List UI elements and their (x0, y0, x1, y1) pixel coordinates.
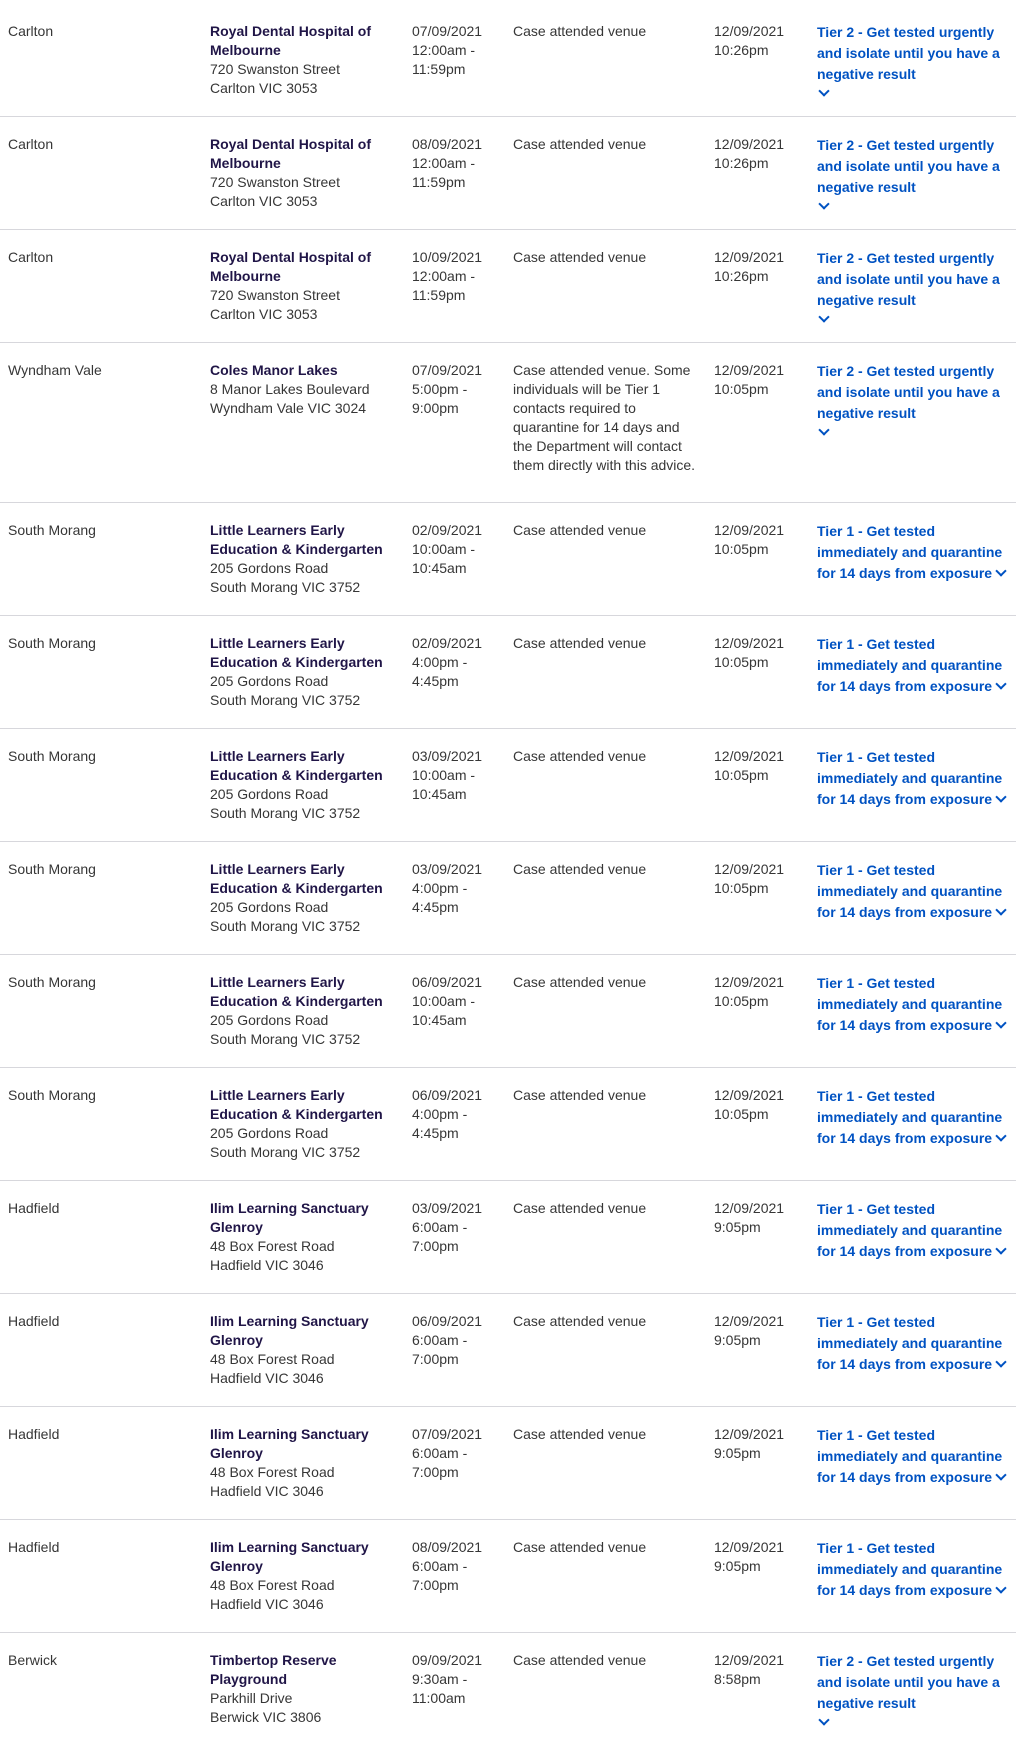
added-time: 10:05pm (714, 880, 769, 896)
exposure-period-cell (412, 248, 507, 305)
added-date: 12/09/2021 (714, 1200, 785, 1216)
notes-cell: Case attended venue (513, 861, 647, 877)
tier-advice-label: Tier 1 - Get tested immediately and quarantine for 14 days from exposure (817, 1088, 1003, 1146)
tier-advice-toggle[interactable] (817, 521, 1007, 584)
site-street: 720 Swanston Street (210, 174, 340, 190)
added-time-cell (714, 135, 809, 173)
added-time: 10:26pm (714, 268, 769, 284)
site-locality: South Morang VIC 3752 (210, 692, 361, 708)
site-locality: South Morang VIC 3752 (210, 1031, 361, 1047)
suburb-cell: Carlton (8, 136, 54, 152)
table-row (0, 1181, 1016, 1294)
added-time: 9:05pm (714, 1332, 761, 1348)
tier-advice-label: Tier 2 - Get tested urgently and isolate until you have a negative result (817, 363, 1000, 421)
site-name: Little Learners Early Education & Kindergarten (210, 974, 383, 1009)
exposure-time: 12:00am - 11:59pm (412, 42, 476, 77)
exposure-date: 08/09/2021 (412, 1539, 483, 1555)
exposure-date: 03/09/2021 (412, 1200, 483, 1216)
added-date: 12/09/2021 (714, 635, 785, 651)
tier-advice-label: Tier 1 - Get tested immediately and quarantine for 14 days from exposure (817, 636, 1003, 694)
site-locality: Hadfield VIC 3046 (210, 1596, 324, 1612)
tier-advice-label: Tier 2 - Get tested urgently and isolate until you have a negative result (817, 250, 1000, 308)
added-date: 12/09/2021 (714, 23, 785, 39)
tier-advice-label: Tier 2 - Get tested urgently and isolate until you have a negative result (817, 137, 1000, 195)
chevron-down-icon (818, 85, 829, 96)
exposure-time: 4:00pm - 4:45pm (412, 654, 468, 689)
chevron-down-icon (818, 311, 829, 322)
site-locality: South Morang VIC 3752 (210, 1144, 361, 1160)
site-street: 205 Gordons Road (210, 786, 329, 802)
exposure-period-cell (412, 1425, 507, 1482)
site-cell (210, 248, 400, 324)
exposure-time: 9:30am - 11:00am (412, 1671, 468, 1706)
chevron-down-icon (995, 1356, 1006, 1367)
exposure-period-cell (412, 973, 507, 1030)
site-name: Royal Dental Hospital of Melbourne (210, 136, 372, 171)
site-street: Parkhill Drive (210, 1690, 293, 1706)
site-name: Little Learners Early Education & Kindergarten (210, 861, 383, 896)
suburb-cell: Hadfield (8, 1200, 60, 1216)
added-time-cell (714, 1199, 809, 1237)
site-street: 8 Manor Lakes Boulevard (210, 381, 370, 397)
added-time: 9:05pm (714, 1219, 761, 1235)
chevron-down-icon (818, 198, 829, 209)
table-row (0, 343, 1016, 503)
exposure-period-cell (412, 521, 507, 578)
added-date: 12/09/2021 (714, 1313, 785, 1329)
added-time-cell (714, 634, 809, 672)
tier-advice-label: Tier 1 - Get tested immediately and quarantine for 14 days from exposure (817, 1540, 1003, 1598)
site-name: Ilim Learning Sanctuary Glenroy (210, 1539, 369, 1574)
notes-cell: Case attended venue (513, 1087, 647, 1103)
added-time: 9:05pm (714, 1558, 761, 1574)
exposure-period-cell (412, 135, 507, 192)
table-row (0, 729, 1016, 842)
site-street: 720 Swanston Street (210, 287, 340, 303)
added-date: 12/09/2021 (714, 748, 785, 764)
suburb-cell: Carlton (8, 23, 54, 39)
notes-cell: Case attended venue (513, 522, 647, 538)
tier-advice-toggle[interactable] (817, 1651, 1007, 1724)
added-time: 10:05pm (714, 541, 769, 557)
tier-advice-label: Tier 2 - Get tested urgently and isolate until you have a negative result (817, 1653, 1000, 1711)
added-time-cell (714, 1651, 809, 1689)
exposure-date: 07/09/2021 (412, 1426, 483, 1442)
added-time: 10:05pm (714, 993, 769, 1009)
added-time-cell (714, 22, 809, 60)
added-date: 12/09/2021 (714, 861, 785, 877)
exposure-period-cell (412, 747, 507, 804)
exposure-date: 03/09/2021 (412, 748, 483, 764)
site-locality: Wyndham Vale VIC 3024 (210, 400, 367, 416)
exposure-period-cell (412, 22, 507, 79)
site-locality: South Morang VIC 3752 (210, 918, 361, 934)
added-time-cell (714, 1538, 809, 1576)
added-time: 10:26pm (714, 42, 769, 58)
tier-advice-toggle[interactable] (817, 1538, 1007, 1601)
exposure-period-cell (412, 1538, 507, 1595)
chevron-down-icon (995, 565, 1006, 576)
site-cell (210, 1199, 400, 1275)
exposure-date: 07/09/2021 (412, 362, 483, 378)
exposure-date: 06/09/2021 (412, 1087, 483, 1103)
site-locality: South Morang VIC 3752 (210, 805, 361, 821)
notes-cell: Case attended venue (513, 1426, 647, 1442)
tier-advice-toggle[interactable] (817, 248, 1007, 321)
site-locality: Carlton VIC 3053 (210, 306, 318, 322)
notes-cell: Case attended venue (513, 23, 647, 39)
table-row (0, 230, 1016, 343)
tier-advice-toggle[interactable] (817, 22, 1007, 95)
added-time-cell (714, 521, 809, 559)
site-street: 205 Gordons Road (210, 673, 329, 689)
site-name: Little Learners Early Education & Kindergarten (210, 635, 383, 670)
exposure-time: 4:00pm - 4:45pm (412, 880, 468, 915)
site-street: 48 Box Forest Road (210, 1238, 335, 1254)
added-time: 10:05pm (714, 767, 769, 783)
suburb-cell: Berwick (8, 1652, 58, 1668)
exposure-period-cell (412, 634, 507, 691)
site-street: 48 Box Forest Road (210, 1464, 335, 1480)
chevron-down-icon (995, 791, 1006, 802)
site-name: Ilim Learning Sanctuary Glenroy (210, 1426, 369, 1461)
chevron-down-icon (818, 424, 829, 435)
tier-advice-label: Tier 1 - Get tested immediately and quarantine for 14 days from exposure (817, 975, 1003, 1033)
table-row (0, 955, 1016, 1068)
exposure-time: 10:00am - 10:45am (412, 993, 476, 1028)
tier-advice-toggle[interactable] (817, 135, 1007, 208)
added-time-cell (714, 1425, 809, 1463)
added-time-cell (714, 1312, 809, 1350)
tier-advice-toggle[interactable] (817, 1086, 1007, 1149)
suburb-cell: South Morang (8, 1087, 96, 1103)
table-row (0, 616, 1016, 729)
exposure-period-cell (412, 1199, 507, 1256)
suburb-cell: South Morang (8, 635, 96, 651)
chevron-down-icon (818, 1714, 829, 1725)
notes-cell: Case attended venue (513, 748, 647, 764)
added-time: 8:58pm (714, 1671, 761, 1687)
site-locality: Carlton VIC 3053 (210, 193, 318, 209)
added-time: 10:05pm (714, 1106, 769, 1122)
added-time-cell (714, 248, 809, 286)
exposure-time: 6:00am - 7:00pm (412, 1558, 468, 1593)
site-name: Royal Dental Hospital of Melbourne (210, 23, 372, 58)
table-row (0, 842, 1016, 955)
site-name: Little Learners Early Education & Kindergarten (210, 522, 383, 557)
tier-advice-toggle[interactable] (817, 1199, 1007, 1262)
added-time: 10:05pm (714, 654, 769, 670)
site-street: 48 Box Forest Road (210, 1351, 335, 1367)
exposure-time: 5:00pm - 9:00pm (412, 381, 468, 416)
suburb-cell: Hadfield (8, 1313, 60, 1329)
site-cell (210, 22, 400, 98)
exposure-date: 03/09/2021 (412, 861, 483, 877)
site-street: 205 Gordons Road (210, 1012, 329, 1028)
added-date: 12/09/2021 (714, 522, 785, 538)
site-cell (210, 973, 400, 1049)
exposure-date: 07/09/2021 (412, 23, 483, 39)
site-cell (210, 135, 400, 211)
tier-advice-toggle[interactable] (817, 634, 1007, 697)
added-date: 12/09/2021 (714, 1087, 785, 1103)
exposure-period-cell (412, 860, 507, 917)
added-date: 12/09/2021 (714, 249, 785, 265)
tier-advice-label: Tier 2 - Get tested urgently and isolate until you have a negative result (817, 24, 1000, 82)
notes-cell: Case attended venue (513, 635, 647, 651)
tier-advice-label: Tier 1 - Get tested immediately and quarantine for 14 days from exposure (817, 1201, 1003, 1259)
tier-advice-label: Tier 1 - Get tested immediately and quarantine for 14 days from exposure (817, 1314, 1003, 1372)
exposure-date: 06/09/2021 (412, 974, 483, 990)
suburb-cell: Wyndham Vale (8, 362, 102, 378)
notes-cell: Case attended venue (513, 1539, 647, 1555)
exposure-date: 02/09/2021 (412, 522, 483, 538)
chevron-down-icon (995, 1017, 1006, 1028)
site-cell (210, 361, 400, 418)
site-name: Timbertop Reserve Playground (210, 1652, 337, 1687)
chevron-down-icon (995, 1243, 1006, 1254)
site-locality: South Morang VIC 3752 (210, 579, 361, 595)
site-street: 48 Box Forest Road (210, 1577, 335, 1593)
chevron-down-icon (995, 678, 1006, 689)
exposure-date: 09/09/2021 (412, 1652, 483, 1668)
table-row (0, 4, 1016, 117)
site-cell (210, 1086, 400, 1162)
table-row (0, 1407, 1016, 1520)
site-locality: Berwick VIC 3806 (210, 1709, 322, 1725)
site-name: Ilim Learning Sanctuary Glenroy (210, 1200, 369, 1235)
notes-cell: Case attended venue (513, 1200, 647, 1216)
added-date: 12/09/2021 (714, 1539, 785, 1555)
suburb-cell: South Morang (8, 748, 96, 764)
suburb-cell: South Morang (8, 861, 96, 877)
added-time-cell (714, 973, 809, 1011)
site-street: 205 Gordons Road (210, 1125, 329, 1141)
exposure-period-cell (412, 1312, 507, 1369)
added-date: 12/09/2021 (714, 362, 785, 378)
table-row (0, 503, 1016, 616)
suburb-cell: Hadfield (8, 1426, 60, 1442)
added-time: 10:05pm (714, 381, 769, 397)
notes-cell: Case attended venue (513, 1313, 647, 1329)
tier-advice-toggle[interactable] (817, 860, 1007, 923)
tier-advice-toggle[interactable] (817, 1312, 1007, 1375)
site-locality: Hadfield VIC 3046 (210, 1257, 324, 1273)
table-row (0, 117, 1016, 230)
exposure-time: 6:00am - 7:00pm (412, 1219, 468, 1254)
suburb-cell: South Morang (8, 522, 96, 538)
exposure-time: 12:00am - 11:59pm (412, 155, 476, 190)
added-time-cell (714, 747, 809, 785)
table-row (0, 1294, 1016, 1407)
added-time: 9:05pm (714, 1445, 761, 1461)
table-row (0, 1068, 1016, 1181)
site-locality: Hadfield VIC 3046 (210, 1370, 324, 1386)
exposure-date: 10/09/2021 (412, 249, 483, 265)
exposure-time: 10:00am - 10:45am (412, 541, 476, 576)
site-street: 205 Gordons Road (210, 899, 329, 915)
suburb-cell: Carlton (8, 249, 54, 265)
site-locality: Hadfield VIC 3046 (210, 1483, 324, 1499)
site-name: Little Learners Early Education & Kindergarten (210, 748, 383, 783)
site-cell (210, 521, 400, 597)
exposure-date: 02/09/2021 (412, 635, 483, 651)
site-cell (210, 747, 400, 823)
site-locality: Carlton VIC 3053 (210, 80, 318, 96)
exposure-time: 6:00am - 7:00pm (412, 1332, 468, 1367)
added-date: 12/09/2021 (714, 974, 785, 990)
site-cell (210, 1651, 400, 1727)
exposure-time: 12:00am - 11:59pm (412, 268, 476, 303)
added-date: 12/09/2021 (714, 1426, 785, 1442)
tier-advice-label: Tier 1 - Get tested immediately and quarantine for 14 days from exposure (817, 749, 1003, 807)
exposure-time: 10:00am - 10:45am (412, 767, 476, 802)
exposure-period-cell (412, 1651, 507, 1708)
added-date: 12/09/2021 (714, 1652, 785, 1668)
notes-cell: Case attended venue. Some individuals will be Tier 1 contacts required to quarantine for 14 days and the Department will contact them directly with this advice. (513, 362, 696, 473)
notes-cell: Case attended venue (513, 249, 647, 265)
tier-advice-label: Tier 1 - Get tested immediately and quarantine for 14 days from exposure (817, 862, 1003, 920)
exposure-time: 4:00pm - 4:45pm (412, 1106, 468, 1141)
site-name: Little Learners Early Education & Kindergarten (210, 1087, 383, 1122)
tier-advice-toggle[interactable] (817, 747, 1007, 810)
notes-cell: Case attended venue (513, 974, 647, 990)
suburb-cell: South Morang (8, 974, 96, 990)
tier-advice-toggle[interactable] (817, 361, 1007, 434)
table-row (0, 1520, 1016, 1633)
notes-cell: Case attended venue (513, 1652, 647, 1668)
added-date: 12/09/2021 (714, 136, 785, 152)
exposure-period-cell (412, 1086, 507, 1143)
added-time-cell (714, 860, 809, 898)
added-time-cell (714, 1086, 809, 1124)
tier-advice-label: Tier 1 - Get tested immediately and quarantine for 14 days from exposure (817, 523, 1003, 581)
chevron-down-icon (995, 1469, 1006, 1480)
site-name: Coles Manor Lakes (210, 362, 338, 378)
site-name: Ilim Learning Sanctuary Glenroy (210, 1313, 369, 1348)
table-row (0, 1633, 1016, 1737)
exposure-date: 06/09/2021 (412, 1313, 483, 1329)
chevron-down-icon (995, 1130, 1006, 1141)
exposure-time: 6:00am - 7:00pm (412, 1445, 468, 1480)
site-name: Royal Dental Hospital of Melbourne (210, 249, 372, 284)
notes-cell: Case attended venue (513, 136, 647, 152)
suburb-cell: Hadfield (8, 1539, 60, 1555)
site-cell (210, 1312, 400, 1388)
tier-advice-label: Tier 1 - Get tested immediately and quarantine for 14 days from exposure (817, 1427, 1003, 1485)
site-cell (210, 634, 400, 710)
added-time-cell (714, 361, 809, 399)
tier-advice-toggle[interactable] (817, 973, 1007, 1036)
site-street: 205 Gordons Road (210, 560, 329, 576)
tier-advice-toggle[interactable] (817, 1425, 1007, 1488)
site-street: 720 Swanston Street (210, 61, 340, 77)
site-cell (210, 860, 400, 936)
exposure-date: 08/09/2021 (412, 136, 483, 152)
site-cell (210, 1538, 400, 1614)
chevron-down-icon (995, 904, 1006, 915)
site-cell (210, 1425, 400, 1501)
chevron-down-icon (995, 1582, 1006, 1593)
added-time: 10:26pm (714, 155, 769, 171)
exposure-period-cell (412, 361, 507, 418)
